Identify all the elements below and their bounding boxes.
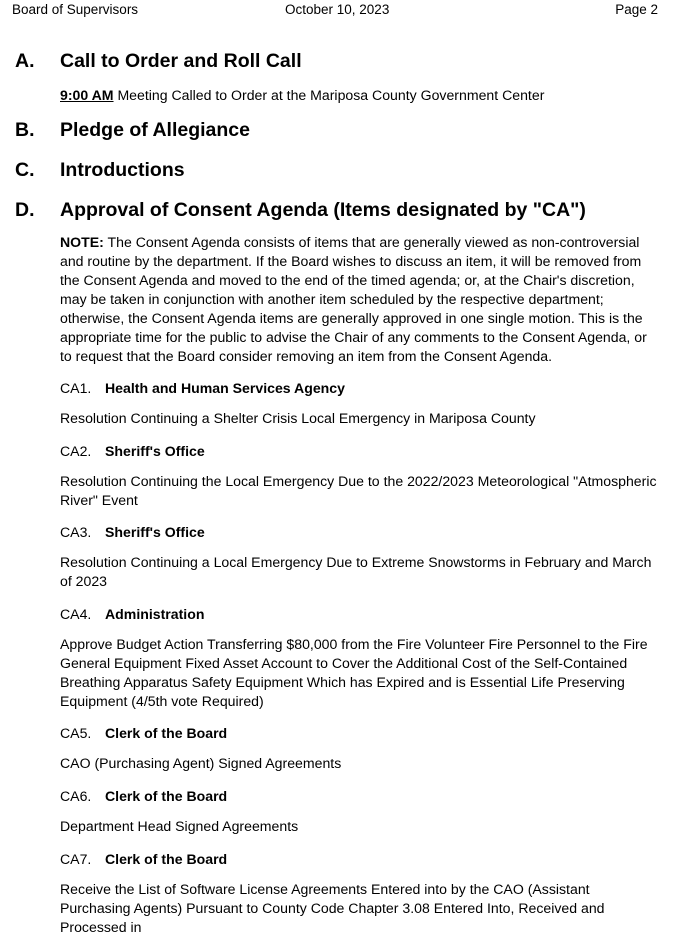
item-department: Clerk of the Board (105, 788, 228, 804)
item-department: Sheriff's Office (105, 443, 205, 459)
consent-item-ca4 (60, 606, 204, 622)
consent-item-ca7 (60, 851, 227, 867)
section-letter: A. (15, 50, 35, 72)
section-b-heading (15, 119, 250, 142)
consent-item-ca5 (60, 725, 227, 741)
section-letter: D. (15, 199, 35, 221)
item-number: CA2. (60, 443, 92, 459)
section-a-heading (15, 50, 302, 73)
item-description: Resolution Continuing a Local Emergency Due to Extreme Snowstorms in February and March of 2023 (60, 554, 652, 589)
meeting-time: 9:00 AM (60, 87, 114, 103)
call-to-order-text: Meeting Called to Order at the Mariposa County Government Center (113, 87, 545, 103)
section-d-heading (15, 199, 586, 222)
section-letter: B. (15, 119, 35, 141)
section-title: Introductions (60, 159, 185, 181)
consent-item-ca2 (60, 443, 205, 459)
consent-agenda-note (60, 233, 660, 366)
item-number: CA4. (60, 606, 92, 622)
item-description: Department Head Signed Agreements (60, 818, 299, 834)
item-description: Resolution Continuing the Local Emergency Due to the 2022/2023 Meteorological "Atmospheric River" Event (60, 473, 657, 508)
header-page-number: Page 2 (615, 2, 658, 17)
section-title: Pledge of Allegiance (60, 119, 250, 141)
item-number: CA6. (60, 788, 92, 804)
item-department: Health and Human Services Agency (105, 380, 345, 396)
item-number: CA5. (60, 725, 92, 741)
call-to-order-line (60, 86, 660, 105)
item-department: Administration (105, 606, 205, 622)
item-number: CA3. (60, 524, 92, 540)
item-number: CA1. (60, 380, 92, 396)
consent-item-ca3 (60, 524, 205, 540)
note-text: The Consent Agenda consists of items that are generally viewed as non-controversial and routine by the department. If the Board wishes to discuss an item, it will be removed from the Consent Agenda and moved to the end of the timed agenda; or, at the Chair's discretion, may be taken in conjunction with another item scheduled by the respective department; otherwise, the Consent Agenda items are generally approved in one single motion. This is the appropriate time for the public to advise the Chair of any comments to the Consent Agenda, or to request that the Board consider removing an item from the Consent Agenda. (60, 234, 647, 364)
item-department: Sheriff's Office (105, 524, 205, 540)
item-number: CA7. (60, 851, 92, 867)
note-label: NOTE: (60, 234, 104, 250)
item-description: Receive the List of Software License Agreements Entered into by the CAO (Assistant Purchasing Agents) Pursuant to County Code Chapter 3.08 Entered Into, Received and Processed in (60, 881, 605, 935)
header-board-name: Board of Supervisors (12, 2, 139, 17)
consent-item-ca1 (60, 380, 345, 396)
item-department: Clerk of the Board (105, 851, 228, 867)
consent-item-ca6 (60, 788, 227, 804)
section-letter: C. (15, 159, 35, 181)
item-department: Clerk of the Board (105, 725, 228, 741)
header-date: October 10, 2023 (285, 2, 390, 17)
item-description: Approve Budget Action Transferring $80,000 from the Fire Volunteer Fire Personnel to the Fire General Equipment Fixed Asset Account to Cover the Additional Cost of the Self-Contained Breathing Apparatus Safety Equipment Which has Expired and is Essential Life Preserving Equipment (4/5th vote Required) (60, 636, 648, 709)
item-description: Resolution Continuing a Shelter Crisis Local Emergency in Mariposa County (60, 410, 536, 426)
item-description: CAO (Purchasing Agent) Signed Agreements (60, 755, 342, 771)
section-c-heading (15, 159, 185, 182)
section-title: Call to Order and Roll Call (60, 50, 302, 72)
section-title: Approval of Consent Agenda (Items designated by "CA") (60, 199, 586, 221)
